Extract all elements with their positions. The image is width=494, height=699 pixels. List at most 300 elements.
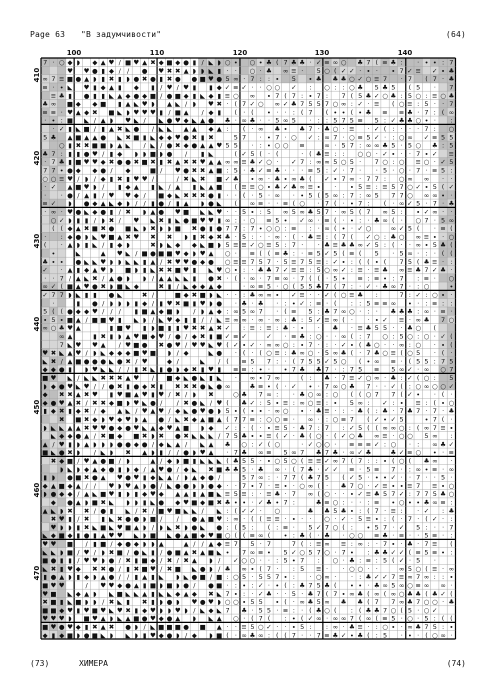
svg-text:✖: ✖: [117, 174, 123, 183]
svg-text::: :: [334, 83, 337, 92]
svg-text:♥: ♥: [199, 340, 206, 349]
svg-text:✖: ✖: [100, 332, 106, 341]
svg-text:◆: ◆: [75, 407, 81, 416]
svg-text:·: ·: [350, 324, 353, 333]
svg-text:✖: ✖: [150, 158, 156, 167]
svg-text:○: ○: [340, 291, 347, 300]
svg-text:(: (: [367, 631, 370, 640]
svg-text:7: 7: [291, 631, 296, 640]
svg-text:▮: ▮: [151, 390, 155, 399]
svg-text:▮: ▮: [217, 216, 222, 225]
svg-text:/: /: [160, 257, 163, 266]
svg-text:◣: ◣: [108, 357, 114, 366]
svg-text:5: 5: [316, 100, 321, 109]
svg-text:5: 5: [424, 614, 429, 623]
svg-text:(: (: [234, 274, 238, 283]
svg-text:/: /: [218, 357, 221, 366]
svg-text:●: ●: [150, 481, 156, 490]
svg-text:≡: ≡: [224, 490, 231, 499]
svg-text:/: /: [77, 374, 80, 383]
svg-text:◣: ◣: [59, 423, 65, 432]
svg-text:≡: ≡: [50, 91, 57, 100]
svg-text:⋅: ⋅: [417, 515, 420, 524]
svg-text:■: ■: [207, 548, 215, 557]
svg-text:●: ●: [92, 282, 98, 291]
svg-text:5: 5: [308, 257, 313, 266]
svg-text:7: 7: [300, 448, 305, 457]
svg-text:✓: ✓: [357, 490, 363, 499]
svg-text:5: 5: [308, 282, 313, 291]
svg-text:∙: ∙: [283, 365, 288, 374]
svg-text:●: ●: [166, 614, 173, 623]
svg-text::: :: [441, 141, 445, 150]
svg-text:✓: ✓: [448, 183, 455, 192]
svg-text:◗: ◗: [109, 266, 114, 275]
svg-text:◣: ◣: [175, 100, 181, 109]
svg-text:5: 5: [391, 581, 396, 590]
svg-text:✓: ✓: [390, 116, 397, 125]
svg-text:◆: ◆: [100, 407, 106, 416]
svg-text:·: ·: [400, 149, 403, 158]
svg-text:♥: ♥: [125, 340, 131, 349]
svg-text:5: 5: [333, 274, 338, 283]
svg-text::: :: [417, 274, 420, 283]
svg-text:◗: ◗: [184, 606, 188, 615]
svg-text:5: 5: [316, 266, 321, 275]
svg-text:■: ■: [116, 398, 123, 407]
svg-text:⋅: ⋅: [392, 340, 395, 349]
svg-text:7: 7: [432, 75, 437, 84]
svg-text:▲: ▲: [125, 332, 131, 341]
svg-text:♥: ♥: [75, 349, 82, 358]
svg-text:◗: ◗: [93, 183, 97, 192]
svg-text:●: ●: [216, 75, 223, 84]
svg-text:◗: ◗: [151, 324, 155, 333]
svg-text:◗: ◗: [167, 606, 172, 615]
svg-text:✓: ✓: [432, 515, 438, 524]
svg-text:/: /: [160, 481, 163, 490]
svg-text:▮: ▮: [209, 83, 213, 92]
svg-text:●: ●: [58, 365, 65, 374]
svg-text:◣: ◣: [133, 100, 139, 109]
svg-text:≡: ≡: [274, 481, 280, 490]
svg-text:◆: ◆: [208, 423, 214, 432]
svg-text:∙: ∙: [399, 481, 404, 490]
svg-text:✓: ✓: [299, 299, 305, 308]
svg-text:5: 5: [258, 191, 263, 200]
svg-text:7: 7: [242, 481, 247, 490]
svg-text:/: /: [168, 448, 171, 457]
svg-text:◆: ◆: [42, 398, 48, 407]
svg-text:7: 7: [358, 457, 363, 466]
svg-text:(: (: [292, 232, 296, 241]
svg-text:/: /: [168, 407, 171, 416]
svg-text:∙: ∙: [432, 448, 437, 457]
svg-text:♣: ♣: [299, 58, 306, 67]
svg-text:∞: ∞: [282, 208, 289, 217]
svg-text::: :: [350, 282, 353, 291]
svg-text:5: 5: [358, 91, 363, 100]
svg-text:·: ·: [259, 116, 262, 125]
svg-text::: :: [60, 232, 63, 241]
svg-text:○: ○: [407, 581, 413, 590]
svg-text:/: /: [184, 332, 188, 341]
svg-text:/: /: [160, 166, 163, 175]
svg-text:≡: ≡: [382, 108, 388, 117]
svg-text:∙: ∙: [258, 374, 263, 383]
svg-text:▮: ▮: [68, 91, 72, 100]
svg-text:5: 5: [358, 473, 363, 482]
svg-text:≡: ≡: [42, 108, 48, 117]
svg-text:5: 5: [374, 249, 379, 258]
svg-text:▲: ▲: [208, 166, 214, 175]
svg-text:∞: ∞: [316, 158, 322, 167]
svg-text:≡: ≡: [365, 490, 372, 499]
row-label-430: 430: [33, 233, 41, 249]
svg-text::: :: [408, 382, 412, 391]
svg-text::: :: [425, 523, 428, 532]
svg-text:◆: ◆: [117, 432, 123, 441]
svg-text:▲: ▲: [42, 506, 48, 515]
svg-text:♣: ♣: [249, 382, 256, 391]
svg-text:∞: ∞: [50, 208, 57, 217]
svg-text:∙: ∙: [424, 415, 429, 424]
svg-text:∙: ∙: [432, 58, 437, 67]
svg-text:∙: ∙: [424, 465, 429, 474]
svg-text:≡: ≡: [407, 266, 413, 275]
svg-text:♥: ♥: [91, 365, 98, 374]
svg-text:◣: ◣: [50, 423, 56, 432]
svg-text:▮: ▮: [209, 374, 213, 383]
svg-text:♥: ♥: [116, 249, 123, 258]
svg-text:∞: ∞: [365, 191, 372, 200]
svg-text:·: ·: [400, 473, 403, 482]
svg-text:◆: ◆: [117, 581, 123, 590]
svg-text:5: 5: [43, 133, 48, 142]
svg-text:∞: ∞: [407, 623, 413, 632]
svg-text:●: ●: [141, 614, 148, 623]
svg-text:♣: ♣: [315, 407, 322, 416]
svg-text:/: /: [193, 581, 196, 590]
svg-text:○: ○: [390, 606, 397, 615]
svg-text:(: (: [334, 224, 337, 233]
svg-text:●: ●: [108, 224, 115, 233]
svg-text:▮: ▮: [117, 100, 122, 109]
svg-text:■: ■: [66, 540, 74, 549]
svg-text:●: ●: [108, 382, 115, 391]
svg-text:·: ·: [350, 498, 353, 507]
svg-text:·: ·: [309, 291, 312, 300]
svg-text:≡: ≡: [340, 415, 347, 424]
svg-text:▲: ▲: [183, 540, 189, 549]
svg-text::: :: [226, 125, 229, 134]
svg-text:≡: ≡: [432, 166, 438, 175]
svg-text:◗: ◗: [151, 448, 155, 457]
svg-text:/: /: [209, 573, 213, 582]
svg-text:/: /: [143, 465, 146, 474]
svg-text::: :: [450, 116, 453, 125]
svg-text:∙: ∙: [283, 481, 288, 490]
svg-text:▮: ▮: [43, 407, 47, 416]
svg-text:▮: ▮: [76, 573, 81, 582]
svg-text:●: ●: [133, 548, 140, 557]
svg-text:⋅: ⋅: [417, 108, 420, 117]
svg-text:●: ●: [183, 166, 189, 175]
svg-text:○: ○: [431, 598, 438, 607]
svg-text::: :: [408, 490, 412, 499]
svg-text:⋅: ⋅: [243, 166, 246, 175]
svg-text:▲: ▲: [150, 307, 156, 316]
svg-text:♣: ♣: [307, 465, 314, 474]
svg-text::: :: [408, 423, 412, 432]
svg-text:/: /: [201, 315, 204, 324]
svg-text:∞: ∞: [349, 174, 355, 183]
svg-text::: :: [425, 249, 428, 258]
svg-text::: :: [425, 299, 428, 308]
svg-text:●: ●: [100, 506, 107, 515]
svg-text:○: ○: [324, 83, 330, 92]
svg-text:■: ■: [191, 531, 198, 540]
svg-text:⋅: ⋅: [433, 100, 436, 109]
svg-text:⋅: ⋅: [234, 481, 237, 490]
svg-text:♥: ♥: [150, 614, 156, 623]
svg-text:(: (: [392, 241, 395, 250]
svg-text:7: 7: [316, 589, 321, 598]
svg-text:≡: ≡: [324, 315, 330, 324]
svg-text:▲: ▲: [208, 282, 214, 291]
svg-text:≡: ≡: [432, 257, 438, 266]
svg-text:(: (: [300, 473, 304, 482]
svg-text:◗: ◗: [84, 174, 89, 183]
svg-text:⋅: ⋅: [267, 315, 271, 324]
svg-text:·: ·: [383, 382, 387, 391]
svg-text:∞: ∞: [398, 199, 405, 208]
svg-text:✓: ✓: [307, 133, 314, 142]
svg-text:●: ●: [158, 199, 165, 208]
svg-text::: :: [342, 498, 345, 507]
svg-text:♥: ♥: [174, 257, 181, 266]
svg-text::: :: [450, 432, 453, 441]
svg-text:●: ●: [125, 158, 131, 167]
svg-text:5: 5: [416, 556, 421, 565]
svg-text::: :: [441, 506, 445, 515]
svg-text:○: ○: [423, 374, 430, 383]
svg-text:◗: ◗: [192, 390, 197, 399]
svg-text:◆: ◆: [133, 440, 139, 449]
svg-text:·: ·: [267, 556, 271, 565]
svg-text:▲: ▲: [84, 432, 90, 441]
svg-text:✓: ✓: [315, 523, 322, 532]
svg-text:⋅: ⋅: [276, 606, 279, 615]
svg-text:∞: ∞: [274, 465, 280, 474]
svg-text:5: 5: [250, 149, 255, 158]
svg-text:(: (: [259, 564, 262, 573]
svg-text:✓: ✓: [324, 174, 330, 183]
svg-text:○: ○: [324, 515, 330, 524]
svg-text:·: ·: [359, 174, 362, 183]
svg-text:5: 5: [424, 357, 429, 366]
svg-text:/: /: [168, 108, 171, 117]
svg-text:5: 5: [300, 623, 305, 632]
svg-text::: :: [325, 415, 329, 424]
svg-text:∙: ∙: [291, 623, 296, 632]
svg-text::: :: [450, 548, 453, 557]
svg-text:(: (: [334, 216, 337, 225]
svg-text:○: ○: [332, 125, 339, 134]
svg-text:⋅: ⋅: [60, 241, 63, 250]
svg-text:▲: ▲: [183, 125, 189, 134]
svg-text:(: (: [226, 415, 229, 424]
svg-text::: :: [309, 540, 312, 549]
svg-text:○: ○: [407, 432, 413, 441]
svg-text:·: ·: [450, 266, 453, 275]
svg-text:○: ○: [415, 324, 422, 333]
svg-text:⋅: ⋅: [450, 307, 453, 316]
svg-text:5: 5: [391, 208, 396, 217]
svg-text:✖: ✖: [58, 407, 65, 416]
svg-text:●: ●: [116, 357, 123, 366]
svg-text::: :: [276, 357, 279, 366]
svg-text:7: 7: [399, 274, 404, 283]
svg-text:∙: ∙: [416, 498, 421, 507]
svg-text:≡: ≡: [357, 324, 363, 333]
svg-text:(: (: [242, 125, 246, 134]
svg-text:5: 5: [432, 490, 437, 499]
svg-text:◗: ◗: [101, 415, 105, 424]
svg-text:▲: ▲: [208, 249, 214, 258]
svg-text:▮: ▮: [142, 257, 147, 266]
svg-text:/: /: [93, 216, 96, 225]
svg-text:◆: ◆: [100, 83, 106, 92]
svg-text:✖: ✖: [191, 166, 198, 175]
svg-text:·: ·: [359, 166, 362, 175]
svg-text:◣: ◣: [208, 349, 214, 358]
svg-text:●: ●: [166, 365, 173, 374]
svg-text:○: ○: [415, 141, 422, 150]
row-label-410: 410: [33, 67, 41, 83]
svg-text:✖: ✖: [183, 158, 189, 167]
svg-text:▲: ▲: [92, 133, 98, 142]
svg-text:7: 7: [258, 614, 263, 623]
svg-text:○: ○: [365, 374, 372, 383]
svg-text:⋅: ⋅: [317, 241, 320, 250]
svg-text:(: (: [400, 382, 403, 391]
svg-text:▮: ▮: [134, 365, 139, 374]
svg-text:▲: ▲: [125, 374, 131, 383]
svg-text:✓: ✓: [374, 415, 380, 424]
svg-text:♣: ♣: [224, 232, 231, 241]
svg-text::: :: [259, 398, 262, 407]
svg-text:∙: ∙: [258, 407, 263, 416]
svg-text:/: /: [176, 515, 179, 524]
header-title: "В задумчивости": [81, 30, 162, 39]
svg-text:◣: ◣: [200, 208, 206, 217]
svg-text:◣: ◣: [208, 58, 214, 67]
svg-text:(: (: [408, 357, 412, 366]
svg-text:◆: ◆: [200, 498, 206, 507]
svg-text:♣: ♣: [340, 481, 347, 490]
svg-text:◣: ◣: [175, 191, 181, 200]
svg-text::: :: [433, 125, 436, 134]
svg-text:●: ●: [125, 623, 131, 632]
svg-text:/: /: [126, 573, 130, 582]
svg-text:(: (: [317, 274, 320, 283]
svg-text:/: /: [184, 631, 188, 640]
svg-text:◆: ◆: [125, 91, 131, 100]
svg-text:/: /: [143, 199, 146, 208]
svg-text:⋅: ⋅: [383, 506, 387, 515]
svg-text:●: ●: [199, 598, 206, 607]
svg-text:■: ■: [199, 75, 206, 84]
svg-text:✖: ✖: [191, 158, 198, 167]
svg-text:●: ●: [191, 374, 198, 383]
svg-text:◣: ◣: [133, 116, 139, 125]
svg-text:●: ●: [166, 598, 173, 607]
svg-text::: :: [325, 398, 329, 407]
svg-text:/: /: [85, 481, 88, 490]
svg-text:✓: ✓: [50, 183, 57, 192]
svg-text:◆: ◆: [59, 490, 65, 499]
svg-text:◣: ◣: [200, 457, 206, 466]
svg-text:♣: ♣: [448, 199, 455, 208]
svg-text:♣: ♣: [315, 606, 322, 615]
svg-text:◣: ◣: [75, 125, 81, 134]
svg-text:∙: ∙: [250, 208, 255, 217]
svg-text:·: ·: [259, 340, 262, 349]
svg-text:●: ●: [75, 432, 82, 441]
svg-text:5: 5: [374, 83, 379, 92]
svg-text:●: ●: [125, 540, 131, 549]
svg-text:▲: ▲: [175, 423, 181, 432]
svg-text:⋅: ⋅: [367, 216, 370, 225]
svg-text:7: 7: [374, 158, 379, 167]
svg-text:5: 5: [225, 241, 230, 250]
svg-text:·: ·: [334, 183, 337, 192]
svg-text::: :: [359, 216, 362, 225]
svg-text:▲: ▲: [142, 415, 148, 424]
svg-text:/: /: [151, 315, 155, 324]
svg-text:▲: ▲: [208, 141, 214, 150]
svg-text:■: ■: [100, 141, 107, 150]
svg-text:◆: ◆: [158, 631, 164, 640]
svg-text:∞: ∞: [398, 365, 405, 374]
svg-text:(: (: [292, 357, 296, 366]
svg-text:■: ■: [100, 100, 107, 109]
svg-text:♣: ♣: [357, 83, 364, 92]
svg-text:5: 5: [250, 540, 255, 549]
svg-text::: :: [309, 266, 312, 275]
svg-text:·: ·: [442, 515, 445, 524]
svg-text:✖: ✖: [166, 556, 173, 565]
svg-text:◗: ◗: [126, 498, 130, 507]
svg-text:▮: ▮: [134, 606, 139, 615]
svg-text:·: ·: [251, 589, 254, 598]
svg-text:●: ●: [83, 199, 90, 208]
svg-text:/: /: [184, 440, 188, 449]
svg-text:◣: ◣: [216, 315, 222, 324]
svg-text:✓: ✓: [440, 589, 446, 598]
svg-text:⋅: ⋅: [408, 473, 411, 482]
svg-text::: :: [367, 307, 370, 316]
svg-text:∙: ∙: [266, 457, 272, 466]
svg-text:(: (: [425, 515, 428, 524]
svg-text:●: ●: [67, 307, 73, 316]
svg-text:7: 7: [424, 108, 429, 117]
svg-text::: :: [400, 91, 403, 100]
svg-text:◣: ◣: [216, 548, 222, 557]
svg-text:♥: ♥: [67, 606, 73, 615]
svg-text:◗: ◗: [118, 299, 122, 308]
